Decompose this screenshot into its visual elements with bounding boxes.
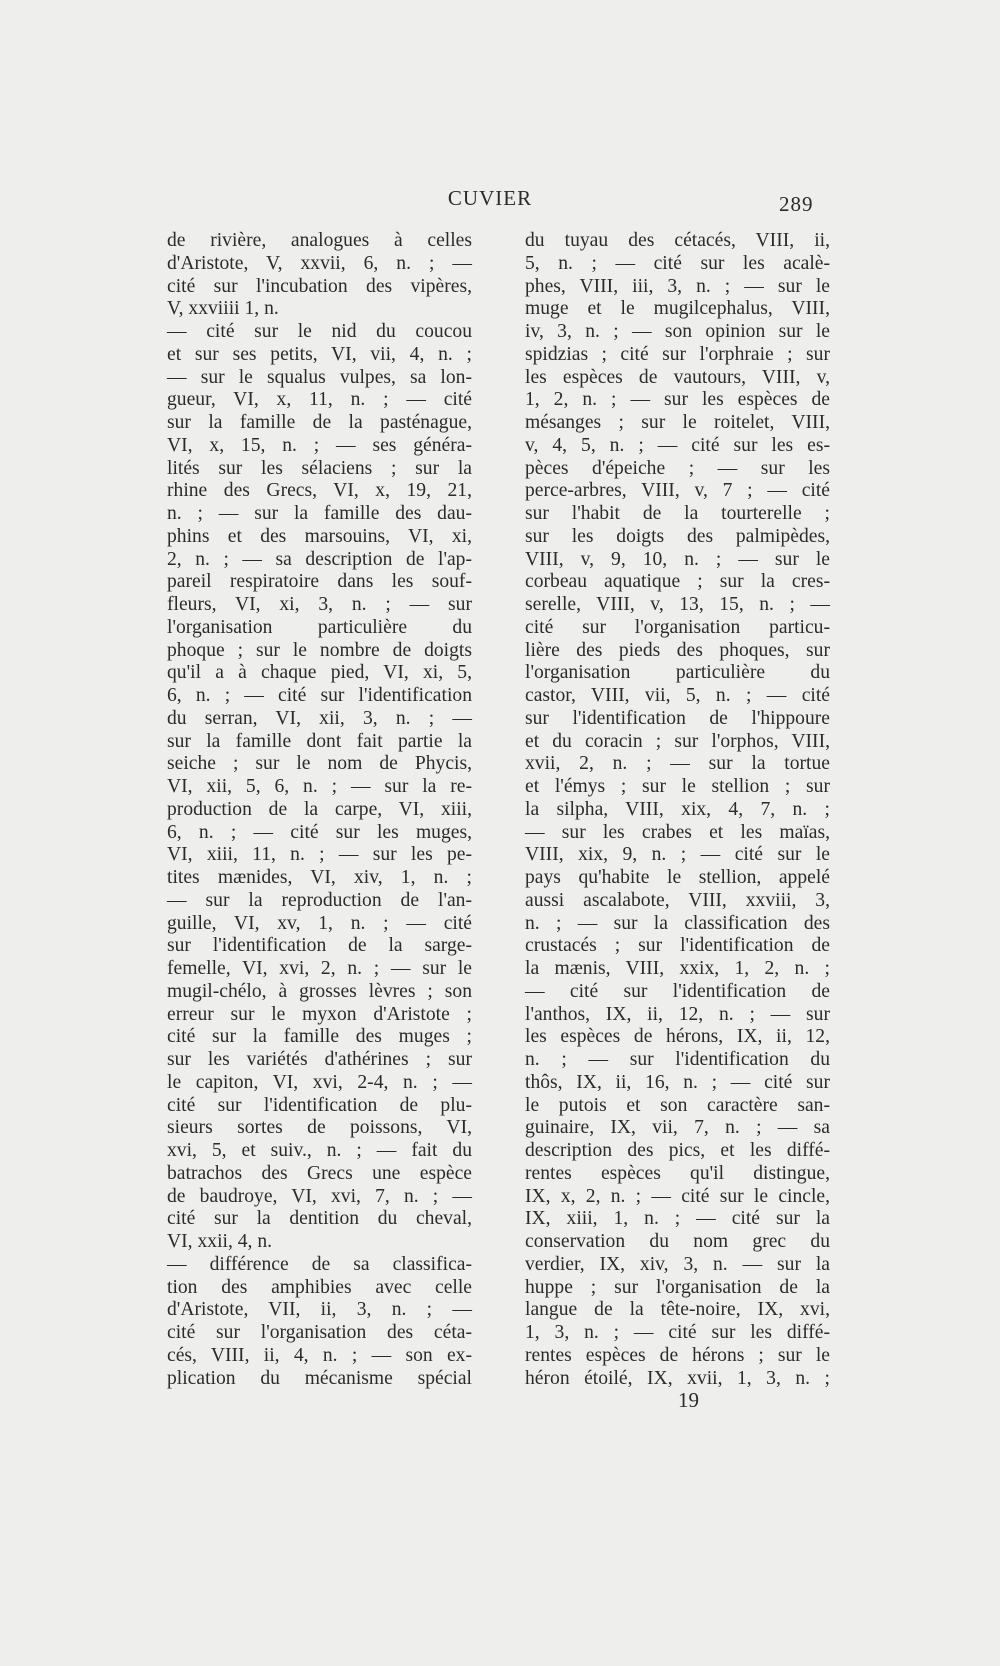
text-line: 6, n. ; — cité sur l'identification	[167, 685, 472, 706]
text-line: batrachos des Grecs une espèce	[167, 1162, 472, 1184]
text-line: cité sur l'identification de plu-	[167, 1094, 472, 1116]
text-line: rentes espèces de hérons ; sur le	[525, 1344, 830, 1366]
text-line: pareil respiratoire dans les souf-	[167, 571, 472, 593]
text-line: sur l'identification de la sarge-	[167, 935, 472, 957]
text-line: et l'émys ; sur le stellion ; sur	[525, 776, 830, 797]
right-column	[525, 230, 830, 1390]
text-line: mugil-chélo, à grosses lèvres ; son	[167, 980, 472, 1002]
text-line: le putois et son caractère san-	[525, 1094, 830, 1116]
text-line: xvi, 5, et suiv., n. ; — fait du	[167, 1140, 472, 1161]
text-line: cité sur l'incubation des vipères,	[167, 275, 472, 297]
text-line: guille, VI, xv, 1, n. ; — cité	[167, 912, 472, 934]
text-line: V, xxviiii 1, n.	[167, 298, 279, 320]
text-line: de baudroye, VI, xvi, 7, n. ; —	[167, 1185, 472, 1207]
text-line: phins et des marsouins, VI, xi,	[167, 525, 472, 547]
text-line: thôs, IX, ii, 16, n. ; — cité sur	[525, 1071, 830, 1093]
text-line: VI, xiii, 11, n. ; — sur les pe-	[167, 844, 472, 866]
text-line: iv, 3, n. ; — son opinion sur le	[525, 321, 830, 342]
text-line: guinaire, IX, vii, 7, n. ; — sa	[525, 1117, 830, 1139]
text-line: et du coracin ; sur l'orphos, VIII,	[525, 730, 830, 752]
text-line: perce-arbres, VIII, v, 7 ; — cité	[525, 480, 830, 502]
text-line: lités sur les sélaciens ; sur la	[167, 457, 472, 479]
text-line: l'organisation particulière du	[167, 616, 472, 638]
text-line: sur les doigts des palmipèdes,	[525, 525, 830, 547]
text-line: 6, n. ; — cité sur les muges,	[167, 821, 472, 843]
text-line: rhine des Grecs, VI, x, 19, 21,	[167, 480, 472, 502]
text-line: cité sur la dentition du cheval,	[167, 1208, 472, 1230]
text-line: — sur la reproduction de l'an-	[167, 889, 472, 911]
text-line: cité sur l'organisation particu-	[525, 616, 830, 638]
text-line: VI, xii, 5, 6, n. ; — sur la re-	[167, 776, 472, 797]
text-line: cés, VIII, ii, 4, n. ; — son ex-	[167, 1344, 472, 1366]
text-line: spidzias ; cité sur l'orphraie ; sur	[525, 343, 830, 365]
text-line: VIII, v, 9, 10, n. ; — sur le	[525, 548, 830, 570]
text-line: production de la carpe, VI, xiii,	[167, 798, 472, 820]
text-line: pays qu'habite le stellion, appelé	[525, 867, 830, 888]
text-line: verdier, IX, xiv, 3, n. — sur la	[525, 1253, 830, 1275]
text-line: femelle, VI, xvi, 2, n. ; — sur le	[167, 958, 472, 979]
text-line: sieurs sortes de poissons, VI,	[167, 1117, 472, 1139]
text-line: qu'il a à chaque pied, VI, xi, 5,	[167, 662, 472, 684]
text-line: — différence de sa classifica-	[167, 1253, 472, 1275]
text-line: muge et le mugilcephalus, VIII,	[525, 298, 830, 320]
text-line: rentes espèces qu'il distingue,	[525, 1162, 830, 1184]
text-line: aussi ascalabote, VIII, xxviii, 3,	[525, 889, 830, 911]
text-line: lière des pieds des phoques, sur	[525, 639, 830, 661]
text-line: 2, n. ; — sa description de l'ap-	[167, 548, 472, 570]
text-line: sur l'identification de l'hippoure	[525, 707, 830, 729]
text-line: corbeau aquatique ; sur la cres-	[525, 571, 830, 593]
text-line: langue de la tête-noire, IX, xvi,	[525, 1299, 830, 1321]
text-line: — cité sur le nid du coucou	[167, 321, 472, 342]
text-line: gueur, VI, x, 11, n. ; — cité	[167, 389, 472, 411]
text-line: phes, VIII, iii, 3, n. ; — sur le	[525, 275, 830, 297]
text-line: huppe ; sur l'organisation de la	[525, 1276, 830, 1298]
text-line: VI, x, 15, n. ; — ses généra-	[167, 434, 472, 456]
page-number: 289	[779, 192, 814, 216]
text-line: crustacés ; sur l'identification de	[525, 935, 830, 957]
text-line: les espèces de vautours, VIII, v,	[525, 366, 830, 388]
text-line: l'organisation particulière du	[525, 662, 830, 684]
text-line: pèces d'épeiche ; — sur les	[525, 457, 830, 479]
text-line: fleurs, VI, xi, 3, n. ; — sur	[167, 594, 472, 615]
text-line: du serran, VI, xii, 3, n. ; —	[167, 707, 472, 729]
text-line: n. ; — sur l'identification du	[525, 1049, 830, 1070]
text-line: serelle, VIII, v, 13, 15, n. ; —	[525, 594, 830, 615]
text-line: la silpha, VIII, xix, 4, 7, n. ;	[525, 798, 830, 820]
text-line: la mænis, VIII, xxix, 1, 2, n. ;	[525, 958, 830, 979]
text-line: phoque ; sur le nombre de doigts	[167, 639, 472, 661]
signature-mark: 19	[678, 1388, 699, 1412]
text-line: sur la famille dont fait partie la	[167, 730, 472, 752]
text-line: d'Aristote, V, xxvii, 6, n. ; —	[167, 252, 472, 274]
text-line: n. ; — sur la famille des dau-	[167, 503, 472, 524]
text-line: de rivière, analogues à celles	[167, 230, 472, 251]
text-line: mésanges ; sur le roitelet, VIII,	[525, 412, 830, 433]
text-line: d'Aristote, VII, ii, 3, n. ; —	[167, 1299, 472, 1321]
text-line: et sur ses petits, VI, vii, 4, n. ;	[167, 343, 472, 365]
text-line: le capiton, VI, xvi, 2-4, n. ; —	[167, 1071, 472, 1093]
text-line: 1, 3, n. ; — cité sur les diffé-	[525, 1322, 830, 1343]
text-line: tion des amphibies avec celle	[167, 1276, 472, 1298]
text-line: les espèces de hérons, IX, ii, 12,	[525, 1026, 830, 1048]
text-line: seiche ; sur le nom de Phycis,	[167, 753, 472, 775]
text-line: xvii, 2, n. ; — sur la tortue	[525, 753, 830, 775]
text-line: plication du mécanisme spécial	[167, 1367, 472, 1389]
text-line: sur l'habit de la tourterelle ;	[525, 503, 830, 524]
text-line: tites mænides, VI, xiv, 1, n. ;	[167, 867, 472, 888]
text-line: sur la famille de la pasténague,	[167, 412, 472, 433]
text-line: — sur le squalus vulpes, sa lon-	[167, 366, 472, 388]
text-line: VI, xxii, 4, n.	[167, 1231, 273, 1252]
text-line: héron étoilé, IX, xvii, 1, 3, n. ;	[525, 1367, 830, 1389]
text-line: cité sur la famille des muges ;	[167, 1026, 472, 1048]
text-line: sur les variétés d'athérines ; sur	[167, 1049, 472, 1070]
text-line: IX, xiii, 1, n. ; — cité sur la	[525, 1208, 830, 1230]
text-line: 1, 2, n. ; — sur les espèces de	[525, 389, 830, 411]
text-line: cité sur l'organisation des céta-	[167, 1322, 472, 1343]
text-line: VIII, xix, 9, n. ; — cité sur le	[525, 844, 830, 866]
text-line: conservation du nom grec du	[525, 1231, 830, 1252]
text-line: erreur sur le myxon d'Aristote ;	[167, 1003, 472, 1025]
text-line: — sur les crabes et les maïas,	[525, 821, 830, 843]
text-line: IX, x, 2, n. ; — cité sur le cincle,	[525, 1185, 830, 1207]
text-line: l'anthos, IX, ii, 12, n. ; — sur	[525, 1003, 830, 1025]
left-column	[167, 230, 472, 1390]
text-line: 5, n. ; — cité sur les acalè-	[525, 252, 830, 274]
text-line: castor, VIII, vii, 5, n. ; — cité	[525, 685, 830, 706]
text-line: — cité sur l'identification de	[525, 980, 830, 1002]
text-line: du tuyau des cétacés, VIII, ii,	[525, 230, 830, 251]
text-line: v, 4, 5, n. ; — cité sur les es-	[525, 434, 830, 456]
text-line: description des pics, et les diffé-	[525, 1140, 830, 1161]
text-line: n. ; — sur la classification des	[525, 912, 830, 934]
running-title: CUVIER	[447, 186, 533, 210]
